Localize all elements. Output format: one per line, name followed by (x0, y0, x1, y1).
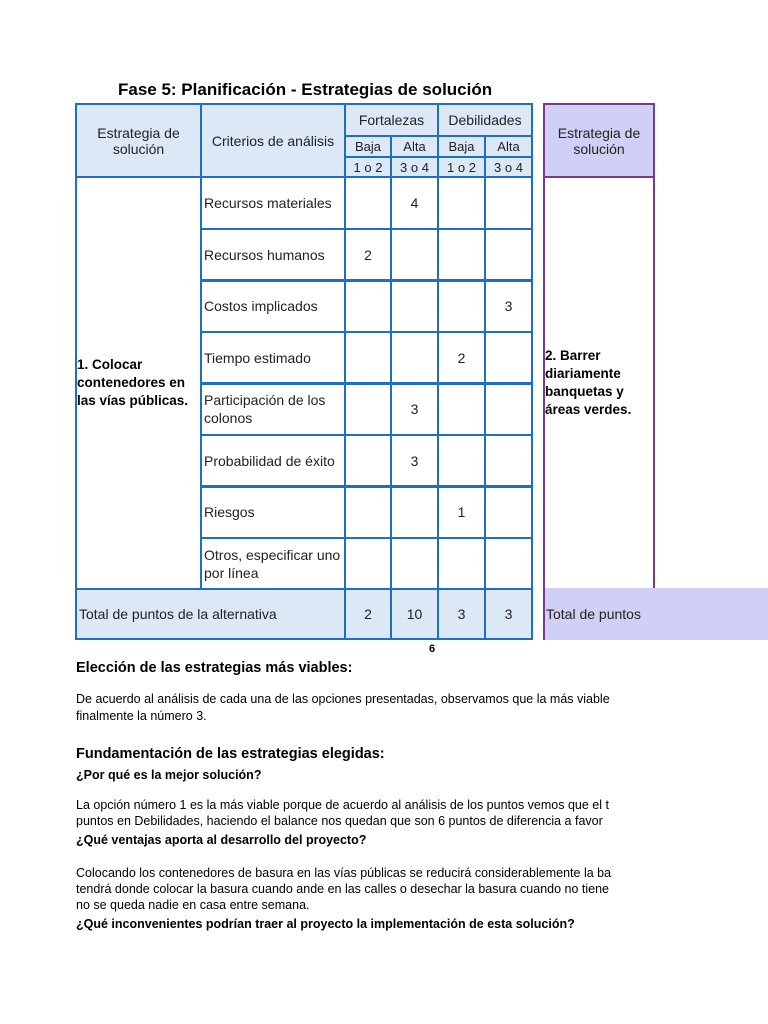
criterion-cell (200, 331, 346, 385)
total-label: Total de puntos de la alternativa (79, 606, 277, 622)
score-cell-d-alta: 3 (484, 279, 533, 333)
score-cell-f-baja (344, 434, 392, 488)
score-cell-d-baja (437, 537, 486, 591)
criterion-label: Participación de los colonos (204, 392, 326, 426)
score-cell-f-alta (390, 331, 439, 385)
score-cell-f-alta: 3 (390, 434, 439, 488)
header-criteria-label: Criterios de análisis (211, 132, 335, 149)
header-strategy-2 (543, 103, 655, 178)
header-f-alta: Alta (390, 135, 439, 158)
answer-1-line-1: La opción número 1 es la más viable porque de acuerdo al análisis de los puntos vemos que el t (76, 798, 609, 812)
eleccion-heading: Elección de las estrategias más viables: (76, 660, 353, 676)
strategy-2-text: 2. Barrer diariamente banquetas y áreas verdes. (545, 348, 632, 417)
answer-1-line-2: puntos en Debilidades, haciendo el balance nos quedan que son 6 puntos de diferencia a favor (76, 814, 603, 828)
score-cell-f-alta (390, 537, 439, 591)
strategy-1-cell (75, 176, 202, 590)
criterion-label: Otros, especificar uno por línea (204, 547, 341, 581)
range-d-high: 3 o 4 (484, 156, 533, 178)
score-cell-d-alta (484, 228, 533, 282)
fundamentacion-heading: Fundamentación de las estrategias elegidas: (76, 746, 385, 762)
page-title: Fase 5: Planificación - Estrategias de solución (118, 80, 493, 99)
score-cell-f-alta (390, 485, 439, 539)
criterion-label: Recursos humanos (204, 247, 325, 263)
score-cell-d-baja (437, 176, 486, 230)
header-fortalezas: Fortalezas (344, 103, 439, 137)
criterion-label: Costos implicados (204, 298, 318, 314)
score-cell-f-baja (344, 279, 392, 333)
question-2: ¿Qué ventajas aporta al desarrollo del proyecto? (76, 833, 367, 847)
criterion-cell (200, 434, 346, 488)
range-d-low: 1 o 2 (437, 156, 486, 178)
criterion-cell (200, 228, 346, 282)
score-cell-f-alta (390, 279, 439, 333)
eleccion-line-2: finalmente la número 3. (76, 709, 207, 723)
total-2-label: Total de puntos (546, 606, 641, 622)
score-cell-d-alta (484, 176, 533, 230)
answer-2-line-2: tendrá donde colocar la basura cuando ande en las calles o desechar la basura cuando no tiene (76, 882, 610, 896)
criterion-cell (200, 537, 346, 591)
criterion-label: Recursos materiales (204, 195, 332, 211)
score-cell-f-baja (344, 176, 392, 230)
question-3: ¿Qué inconvenientes podrían traer al proyecto la implementación de esta solución? (76, 917, 575, 931)
header-d-alta: Alta (484, 135, 533, 158)
eleccion-line-1: De acuerdo al análisis de cada una de las opciones presentadas, observamos que la más viable (76, 692, 610, 706)
header-strategy-2-label: Estrategia de solución (557, 124, 641, 157)
strategy-2-cell (543, 176, 655, 590)
header-f-baja: Baja (344, 135, 392, 158)
score-cell-d-baja: 2 (437, 331, 486, 385)
score-cell-f-alta: 4 (390, 176, 439, 230)
criterion-cell (200, 279, 346, 333)
score-cell-d-baja (437, 279, 486, 333)
criterion-label: Tiempo estimado (204, 350, 311, 366)
criterion-cell (200, 382, 346, 436)
header-strategy (75, 103, 202, 178)
score-cell-d-baja (437, 382, 486, 436)
score-cell-d-baja (437, 434, 486, 488)
score-cell-f-baja (344, 537, 392, 591)
header-debilidades: Debilidades (437, 103, 533, 137)
strategy-1-text: 1. Colocar contenedores en las vías públicas. (77, 357, 189, 408)
range-f-low: 1 o 2 (344, 156, 392, 178)
criterion-label: Riesgos (204, 504, 255, 520)
criterion-cell (200, 485, 346, 539)
total-2-row (543, 588, 768, 640)
score-cell-d-baja (437, 228, 486, 282)
total-f-baja: 2 (344, 588, 392, 640)
score-cell-f-baja (344, 382, 392, 436)
answer-2-line-3: no se queda nadie en casa entre semana. (76, 898, 310, 912)
score-cell-d-alta (484, 434, 533, 488)
header-strategy-label: Estrategia de solución (97, 124, 180, 157)
score-cell-d-baja: 1 (437, 485, 486, 539)
score-cell-f-alta: 3 (390, 382, 439, 436)
range-f-high: 3 o 4 (390, 156, 439, 178)
page-number: 6 (429, 643, 436, 655)
score-cell-f-baja (344, 485, 392, 539)
total-f-alta: 10 (390, 588, 439, 640)
header-d-baja: Baja (437, 135, 486, 158)
score-cell-f-baja (344, 331, 392, 385)
total-label-cell (75, 588, 346, 640)
answer-2-line-1: Colocando los contenedores de basura en las vías públicas se reducirá considerablemente la ba (76, 866, 612, 880)
criterion-label: Probabilidad de éxito (204, 453, 335, 469)
question-1: ¿Por qué es la mejor solución? (76, 768, 262, 782)
header-criteria (200, 103, 346, 178)
score-cell-d-alta (484, 382, 533, 436)
criterion-cell (200, 176, 346, 230)
score-cell-d-alta (484, 485, 533, 539)
score-cell-f-alta (390, 228, 439, 282)
score-cell-d-alta (484, 331, 533, 385)
total-d-baja: 3 (437, 588, 486, 640)
score-cell-d-alta (484, 537, 533, 591)
score-cell-f-baja: 2 (344, 228, 392, 282)
total-d-alta: 3 (484, 588, 533, 640)
